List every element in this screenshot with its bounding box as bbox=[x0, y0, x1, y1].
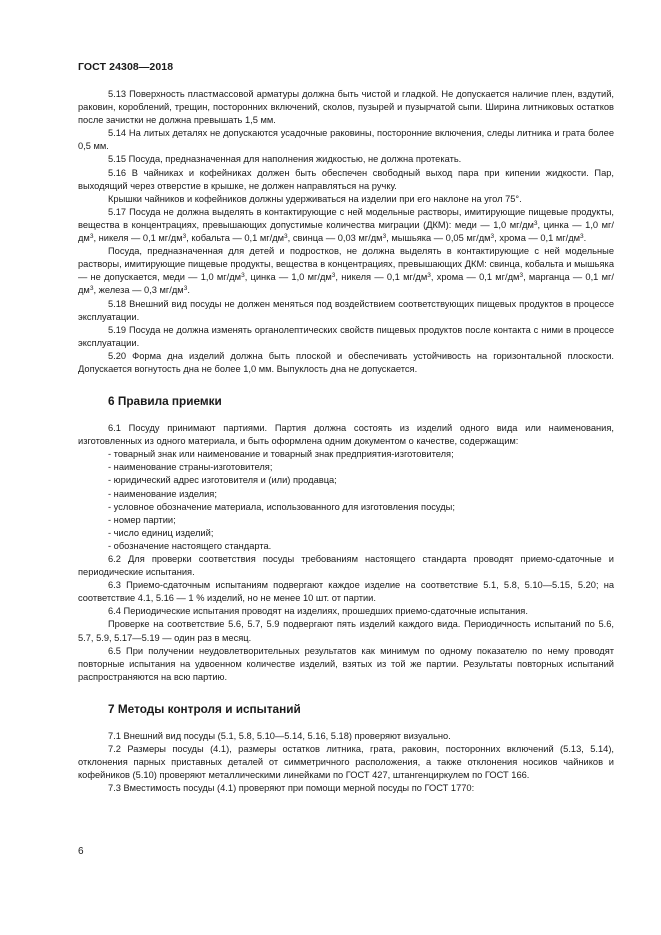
list-item: - наименование страны-изготовителя; bbox=[108, 462, 273, 473]
paragraph-6-4-periodicity: Проверке на соответствие 5.6, 5.7, 5.9 подвергают пять изделий каждого вида. Периодичность испытаний по 5.6, 5.7, 5.9, 5.17—5.19 — один раз в месяц. bbox=[78, 619, 614, 643]
document-code: ГОСТ 24308—2018 bbox=[78, 61, 174, 73]
paragraph-5-20: 5.20 Форма дна изделий должна быть плоской и обеспечивать устойчивость на горизонтальной плоскости. Допускается вогнутость дна не более 1,0 мм. Выпуклость дна не допускается. bbox=[78, 350, 614, 374]
section-6-heading: 6 Правила приемки bbox=[108, 394, 222, 409]
paragraph-6-1: 6.1 Посуду принимают партиями. Партия должна состоять из изделий одного вида или наименования, изготовленных из одного материала, и быть оформлена одним документом о качестве, содержащим: bbox=[78, 423, 614, 447]
paragraph-7-2: 7.2 Размеры посуды (4.1), размеры остатков литника, грата, раковин, посторонних включений (5.13, 5.14), отклонения парных приставных деталей от симметричного расположения, а также отклонения носиков чайников и кофейников (5.10) проверяют металлическими линейками по ГОСТ 427, штангенциркулем по ГОСТ 166. bbox=[78, 744, 614, 781]
paragraph-7-1: 7.1 Внешний вид посуды (5.1, 5.8, 5.10—5.14, 5.16, 5.18) проверяют визуально. bbox=[108, 730, 451, 741]
list-item: - наименование изделия; bbox=[108, 488, 217, 499]
paragraph-6-3: 6.3 Приемо-сдаточным испытаниям подвергают каждое изделие на соответствие 5.1, 5.8, 5.10—5.15, 5.20; на соответствие 4.1, 5.16 — 1 % изделий, но не менее 10 шт. от партии. bbox=[78, 580, 614, 604]
paragraph-5-16-lids: Крышки чайников и кофейников должны удерживаться на изделии при его наклоне на угол 75°. bbox=[108, 193, 522, 204]
paragraph-6-2: 6.2 Для проверки соответствия посуды требованиям настоящего стандарта проводят приемо-сдаточные и периодические испытания. bbox=[78, 554, 614, 578]
list-item: - число единиц изделий; bbox=[108, 527, 214, 538]
list-item: - условное обозначение материала, использованного для изготовления посуды; bbox=[108, 501, 455, 512]
paragraph-5-13: 5.13 Поверхность пластмассовой арматуры должна быть чистой и гладкой. Не допускается наличие плен, вздутий, раковин, короблений, трещин, посторонних включений, сколов, пузырей и пузырчатой сыпи. Ширина литниковых остатков после зачистки не должна превышать 1,5 мм. bbox=[78, 89, 614, 126]
paragraph-6-4: 6.4 Периодические испытания проводят на изделиях, прошедших приемо-сдаточные испытания. bbox=[108, 606, 528, 617]
paragraph-5-17-children: Посуда, предназначенная для детей и подростков, не должна выделять в контактирующие с ней модельные растворы, имитирующие пищевые продукты, вещества в концентрациях, превышающих ДКМ: свинца, кобальта и мышьяка — не допускается, меди — 1,0 $мг/дм^3$, цинка — 1,0 $мг/дм^3$, никеля — 0,1 $мг/дм^3$, хрома — 0,1 $мг/дм^3$, марганца — 0,1 $мг/дм^3$, железа — 0,3 $мг/дм^3$. bbox=[78, 246, 614, 296]
section-7-heading: 7 Методы контроля и испытаний bbox=[108, 701, 301, 716]
list-item: - товарный знак или наименование и товарный знак предприятия-изготовителя; bbox=[108, 449, 454, 460]
paragraph-5-14: 5.14 На литых деталях не допускаются усадочные раковины, посторонние включения, следы литника и грата более 0,5 мм. bbox=[78, 128, 614, 152]
paragraph-5-15: 5.15 Посуда, предназначенная для наполнения жидкостью, не должна протекать. bbox=[108, 154, 462, 165]
page-body bbox=[78, 88, 614, 795]
paragraph-5-19: 5.19 Посуда не должна изменять органолептических свойств пищевых продуктов после контакта с ними в процессе эксплуатации. bbox=[78, 324, 614, 348]
paragraph-6-5: 6.5 При получении неудовлетворительных результатов как минимум по одному показателю по нему проводят повторные испытания на удвоенном количестве изделий, взятых из той же партии. Результаты повторных испытаний распространяются на всю партию. bbox=[78, 645, 614, 682]
paragraph-5-17: 5.17 Посуда не должна выделять в контактирующие с ней модельные растворы, имитирующие пищевые продукты, вещества в концентрациях, превышающих допустимые количества миграции (ДКМ): меди — 1,0 $мг/дм^3$, цинка — 1,0 $мг/дм^3$, никеля — 0,1 $мг/дм^3$, кобальта — 0,1 $мг/дм^3$, свинца — 0,03 $мг/дм^3$, мышьяка — 0,05 $мг/дм^3$, хрома — 0,1 $мг/дм^3$. bbox=[78, 206, 614, 244]
list-item: - юридический адрес изготовителя и (или) продавца; bbox=[108, 475, 337, 486]
paragraph-7-3: 7.3 Вместимость посуды (4.1) проверяют при помощи мерной посуды по ГОСТ 1770: bbox=[108, 783, 475, 794]
page-number: 6 bbox=[78, 846, 84, 857]
list-item: - обозначение настоящего стандарта. bbox=[108, 540, 272, 551]
list-item: - номер партии; bbox=[108, 514, 176, 525]
paragraph-5-16: 5.16 В чайниках и кофейниках должен быть обеспечен свободный выход пара при кипении жидкости. Пар, выходящий через отверстие в крышке, не должен направляться на ручку. bbox=[78, 167, 614, 191]
paragraph-5-18: 5.18 Внешний вид посуды не должен меняться под воздействием соответствующих пищевых продуктов в процессе эксплуатации. bbox=[78, 298, 614, 322]
